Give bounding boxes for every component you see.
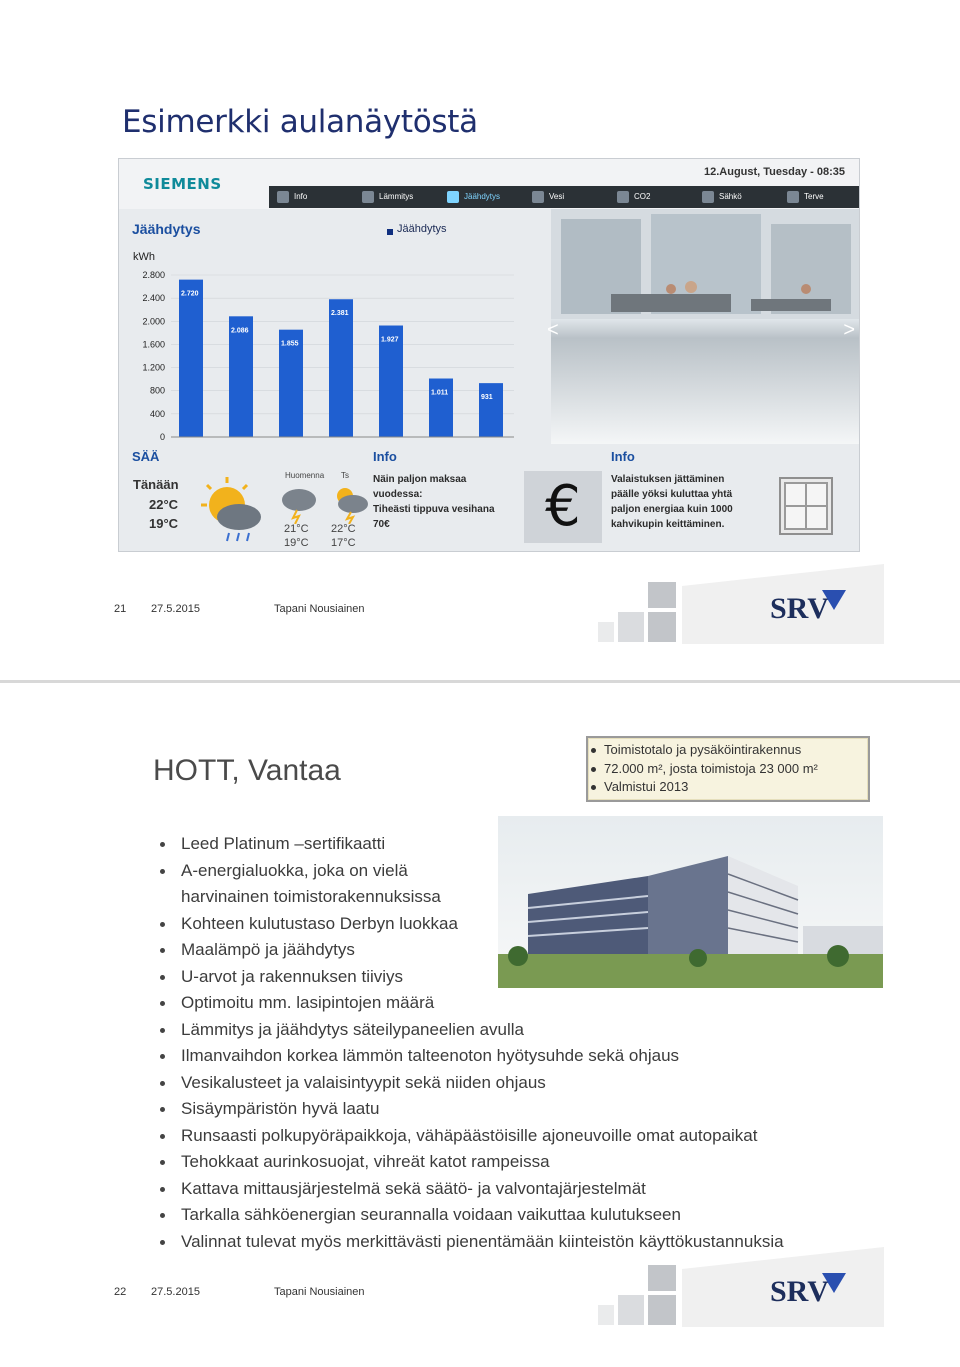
lobby-photo — [547, 209, 859, 444]
plug-icon — [702, 191, 714, 203]
info-title-1: Info — [373, 449, 397, 464]
feature-item: Leed Platinum –sertifikaatti — [160, 831, 784, 858]
bar-value-label: 2.086 — [231, 327, 249, 335]
bar — [479, 383, 503, 437]
nav-tab-vesi[interactable]: Vesi — [529, 186, 564, 208]
srv-logo — [596, 560, 884, 646]
footer-page-number: 22 — [114, 1286, 127, 1298]
display-nav-bar — [269, 166, 859, 208]
info-icon — [277, 191, 289, 203]
nav-tab-terve[interactable]: Terve — [784, 186, 824, 208]
chart-section-title: Jäähdytys — [132, 221, 201, 237]
slide-title: Esimerkki aulanäytöstä — [122, 104, 478, 140]
feature-item: U-arvot ja rakennuksen tiiviys — [160, 964, 784, 991]
feature-item: Ilmanvaihdon korkea lämmön talteenoton hyötysuhde sekä ohjaus — [160, 1043, 784, 1070]
weather-title: SÄÄ — [132, 449, 160, 464]
feature-item: Sisäympäristön hyvä laatu — [160, 1096, 784, 1123]
snowflake-icon — [447, 191, 459, 203]
slide-22 — [0, 683, 960, 1367]
heart-icon — [787, 191, 799, 203]
y-tick-label: 0 — [159, 432, 165, 442]
feature-item: Maalämpö ja jäähdytys — [160, 937, 784, 964]
y-tick-label: 2.800 — [142, 270, 165, 280]
info-title-2: Info — [611, 449, 635, 464]
fact-item: Toimistotalo ja pysäköintirakennus — [604, 741, 868, 760]
bar-value-label: 1.011 — [431, 389, 449, 397]
footer-date: 27.5.2015 — [151, 1286, 200, 1298]
euro-icon: € — [524, 471, 602, 543]
slide-title: HOTT, Vantaa — [153, 754, 341, 787]
feature-item: Kohteen kulutustaso Derbyn luokkaa — [160, 911, 784, 938]
footer-page-number: 21 — [114, 603, 127, 615]
feature-item: Vesikalusteet ja valaisintyypit sekä niiden ohjaus — [160, 1070, 784, 1097]
storm-cloud-icon — [279, 484, 319, 524]
nav-tab-lammitys[interactable]: Lämmitys — [359, 186, 413, 208]
bar-value-label: 1.927 — [381, 336, 399, 344]
fact-item: Valmistui 2013 — [604, 778, 868, 797]
window-icon — [779, 477, 833, 535]
y-tick-label: 400 — [149, 408, 165, 419]
display-date: 12.August, Tuesday - 08:35 — [703, 166, 845, 178]
y-tick-label: 1.200 — [142, 362, 165, 373]
legend-swatch — [387, 229, 393, 235]
footer-author: Tapani Nousiainen — [274, 603, 365, 615]
feature-item: Lämmitys ja jäähdytys säteilypaneelien avulla — [160, 1017, 784, 1044]
nav-tab-sahko[interactable]: Sähkö — [699, 186, 742, 208]
footer-author: Tapani Nousiainen — [274, 1286, 365, 1298]
bar — [229, 316, 253, 437]
today-low-temp: 19°C — [149, 516, 179, 531]
today-label: Tänään — [133, 477, 179, 492]
feature-item: Optimoitu mm. lasipintojen määrä — [160, 990, 784, 1017]
thermometer-icon — [362, 191, 374, 203]
svg-text:SRV: SRV — [770, 592, 829, 625]
chart-unit-label: kWh — [133, 251, 155, 263]
bar-value-label: 2.381 — [331, 310, 349, 318]
bar — [429, 379, 453, 437]
thursday-low: 17°C — [331, 537, 356, 549]
project-facts-box — [586, 736, 870, 802]
tomorrow-low: 19°C — [284, 537, 309, 549]
feature-item: Runsaasti polkupyöräpaikkoja, vähäpäästöisille ajoneuvoille omat autopaikat — [160, 1123, 784, 1150]
siemens-logo: SIEMENS — [143, 175, 222, 193]
bar-value-label: 931 — [481, 394, 493, 402]
bar-value-label: 1.855 — [281, 340, 299, 348]
feature-item: Valinnat tulevat myös merkittävästi pienentämään kiinteistön käyttökustannuksia — [160, 1229, 784, 1256]
fact-item: 72.000 m², josta toimistoja 23 000 m² — [604, 760, 868, 779]
thursday-label: Ts — [341, 471, 349, 480]
nav-tab-info[interactable]: Info — [274, 186, 307, 208]
feature-list — [160, 831, 784, 1255]
tomorrow-label: Huomenna — [285, 471, 325, 480]
info-text-2: Valaistuksen jättäminen päälle yöksi kuluttaa yhtä paljon energiaa kuin 1000 kahvikupin keittäminen. — [611, 474, 733, 530]
nav-tab-co2[interactable]: CO2 — [614, 186, 650, 208]
y-tick-label: 2.400 — [142, 293, 165, 304]
y-tick-label: 800 — [149, 385, 165, 396]
nav-tab-jaahdytys[interactable]: Jäähdytys — [444, 186, 500, 208]
lobby-photo-illustration — [551, 209, 859, 444]
y-tick-label: 2.000 — [142, 316, 165, 327]
info-text-1: Näin paljon maksaa vuodessa: Tiheästi tippuva vesihana 70€ — [373, 474, 495, 530]
sun-cloud-rain-icon — [197, 475, 267, 545]
bar — [179, 280, 203, 437]
water-drop-icon — [532, 191, 544, 203]
thursday-high: 22°C — [331, 523, 356, 535]
legend-label: Jäähdytys — [397, 223, 447, 235]
cooling-bar-chart — [119, 269, 549, 449]
bar-value-label: 2.720 — [181, 290, 199, 298]
next-arrow-icon[interactable]: > — [843, 319, 855, 341]
cloud-icon — [617, 191, 629, 203]
y-tick-label: 1.600 — [142, 339, 165, 350]
srv-logo — [596, 1243, 884, 1329]
lobby-display-screenshot — [118, 158, 860, 552]
slide-21 — [0, 0, 960, 680]
feature-item: Tehokkaat aurinkosuojat, vihreät katot rampeissa — [160, 1149, 784, 1176]
feature-item: Kattava mittausjärjestelmä sekä säätö- ja valvontajärjestelmät — [160, 1176, 784, 1203]
bar — [329, 299, 353, 437]
feature-item: Tarkalla sähköenergian seurannalla voidaan vaikuttaa kulutukseen — [160, 1202, 784, 1229]
feature-item: A-energialuokka, joka on vielä harvinainen toimistorakennuksissa — [160, 858, 784, 911]
svg-text:SRV: SRV — [770, 1275, 829, 1308]
prev-arrow-icon[interactable]: < — [547, 319, 559, 341]
tomorrow-high: 21°C — [284, 523, 309, 535]
today-high-temp: 22°C — [149, 497, 179, 512]
sun-storm-icon — [331, 484, 371, 524]
footer-date: 27.5.2015 — [151, 603, 200, 615]
